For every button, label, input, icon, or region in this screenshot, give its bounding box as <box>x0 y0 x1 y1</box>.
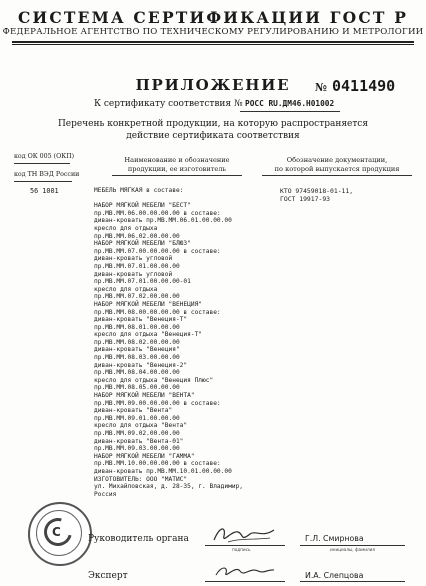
product-line: пр.МВ.ММ.10.00.00.00.00 в составе: <box>94 460 221 468</box>
product-line: диван-кровать "Вента" <box>94 407 173 415</box>
header-rule-bottom <box>12 44 414 45</box>
tnved-underline <box>14 181 72 182</box>
product-line: пр.МВ.ММ.07.02.00.00.00 <box>94 293 180 301</box>
product-line: НАБОР МЯГКОЙ МЕБЕЛИ "ГАММА" <box>94 452 195 460</box>
product-line: пр.МВ.ММ.09.01.00.00.00 <box>94 414 180 422</box>
product-line: кресло для отдыха "Венеция-Т" <box>94 331 203 339</box>
product-line: пр.МВ.ММ.08.03.00.00.00 <box>94 354 180 362</box>
product-line: пр.МВ.ММ.07.01.00.00.00-01 <box>94 278 191 286</box>
product-line: пр.МВ.ММ.07.00.00.00.00 в составе: <box>94 247 221 255</box>
column-documentation-line2: по которой выпускается продукция <box>274 165 400 173</box>
expert-name-line <box>300 581 405 582</box>
product-line: диван-кровать угловой <box>94 270 173 278</box>
product-line: МЕБЕЛЬ МЯГКАЯ в составе: <box>94 187 184 194</box>
product-line: кресло для отдыха <box>94 224 158 232</box>
certificate-number: РОСС RU.ДМ46.Н01002 <box>245 99 335 108</box>
okp-underline <box>14 163 70 164</box>
head-name: Г.Л. Смирнова <box>305 534 364 543</box>
product-name-underline <box>112 175 242 176</box>
product-line: НАБОР МЯГКОЙ МЕБЕЛИ "БЛЮЗ" <box>94 240 191 248</box>
product-line: НАБОР МЯГКОЙ МЕБЕЛИ "ВЕНЕЦИЯ" <box>94 300 203 308</box>
product-line: пр.МВ.ММ.08.01.00.00.00 <box>94 323 180 331</box>
header-rule-top <box>12 41 414 43</box>
appendix-number-label: № <box>315 81 327 94</box>
product-line: диван-кровать "Венеция" <box>94 346 180 354</box>
expert-signature-icon <box>210 561 280 581</box>
product-line: НАБОР МЯГКОЙ МЕБЕЛИ "ВЕНТА" <box>94 392 195 400</box>
product-line: пр.МВ.ММ.09.03.00.00.00 <box>94 445 180 453</box>
appendix-number: 0411490 <box>332 77 396 95</box>
head-signature-caption: подпись <box>232 547 251 552</box>
product-line: диван-кровать пр.МВ.ММ.10.01.00.00.00 <box>94 467 232 475</box>
certificate-number-underline <box>240 111 340 112</box>
head-of-body-label: Руководитель органа <box>88 534 189 544</box>
product-line: диван-кровать угловой <box>94 255 173 263</box>
head-signature-icon <box>210 524 280 546</box>
seal-letter-icon: С <box>52 525 61 539</box>
head-signature-line <box>205 545 285 546</box>
product-line: ИЗГОТОВИТЕЛЬ: ООО "МАТИС" <box>94 475 188 483</box>
official-seal <box>28 502 92 566</box>
expert-name: И.А. Слепцова <box>305 571 364 580</box>
product-line: НАБОР МЯГКОЙ МЕБЕЛИ "БЕСТ" <box>94 202 191 210</box>
product-line: пр.МВ.ММ.06.00.00.00.00 в составе: <box>94 209 221 217</box>
product-line: Россия <box>94 490 117 498</box>
product-line: ул. Михайловская, д. 28-35, г. Владимир, <box>94 483 244 491</box>
product-line: диван-кровать "Венеция-Т" <box>94 316 188 324</box>
column-documentation-line1: Обозначение документации, <box>286 156 388 164</box>
product-line: кресло для отдыха "Вента" <box>94 422 188 430</box>
system-title: СИСТЕМА СЕРТИФИКАЦИИ ГОСТ Р <box>17 8 409 27</box>
product-line: кресло для отдыха <box>94 285 158 293</box>
product-line: пр.МВ.ММ.08.00.00.00.00 в составе: <box>94 308 221 316</box>
product-list-heading-line2: действие сертификата соответствия <box>126 131 300 141</box>
product-list <box>94 187 243 498</box>
appendix-title: ПРИЛОЖЕНИЕ <box>135 76 291 94</box>
product-line: пр.МВ.ММ.07.01.00.00.00 <box>94 262 180 270</box>
column-okp-code: код ОК 005 (ОКП) <box>14 153 75 160</box>
agency-subtitle: ФЕДЕРАЛЬНОЕ АГЕНТСТВО ПО ТЕХНИЧЕСКОМУ РЕГУЛИРОВАНИЮ И МЕТРОЛОГИИ <box>2 27 424 37</box>
column-tnved-code: код ТН ВЭД России <box>14 171 80 178</box>
expert-signature-line <box>205 581 285 582</box>
documentation-ref-line2: ГОСТ 19917-93 <box>280 195 331 203</box>
expert-label: Эксперт <box>88 571 128 581</box>
certificate-label: К сертификату соответствия № <box>94 99 243 109</box>
product-line: диван-кровать "Вента-01" <box>94 437 184 445</box>
product-line: пр.МВ.ММ.08.05.00.00.00 <box>94 384 180 392</box>
product-line: пр.МВ.ММ.08.04.00.00.00 <box>94 369 180 377</box>
okp-code-value: 56 1001 <box>30 187 59 195</box>
product-line: диван-кровать "Венеция-2" <box>94 361 188 369</box>
product-line: кресло для отдыха "Венеция Плюс" <box>94 376 214 384</box>
column-product-name-line2: продукции, ее изготовитель <box>127 165 227 173</box>
documentation-ref-line1: КТО 97459018-01-11, <box>280 187 354 195</box>
product-line: пр.МВ.ММ.08.02.00.00.00 <box>94 338 180 346</box>
column-product-name-line1: Наименование и обозначение <box>124 156 230 164</box>
documentation-underline <box>262 175 412 176</box>
product-line: пр.МВ.ММ.09.02.00.00.00 <box>94 430 180 437</box>
product-line: пр.МВ.ММ.09.00.00.00.00 в составе: <box>94 399 221 407</box>
product-line: диван-кровать пр.МВ.ММ.06.01.00.00.00 <box>94 217 232 225</box>
head-name-caption: инициалы, фамилия <box>330 547 375 552</box>
product-line: пр.МВ.ММ.06.02.00.00.00 <box>94 232 180 240</box>
head-name-line <box>300 545 405 546</box>
product-list-heading-line1: Перечень конкретной продукции, на которую распространяется <box>57 119 369 129</box>
